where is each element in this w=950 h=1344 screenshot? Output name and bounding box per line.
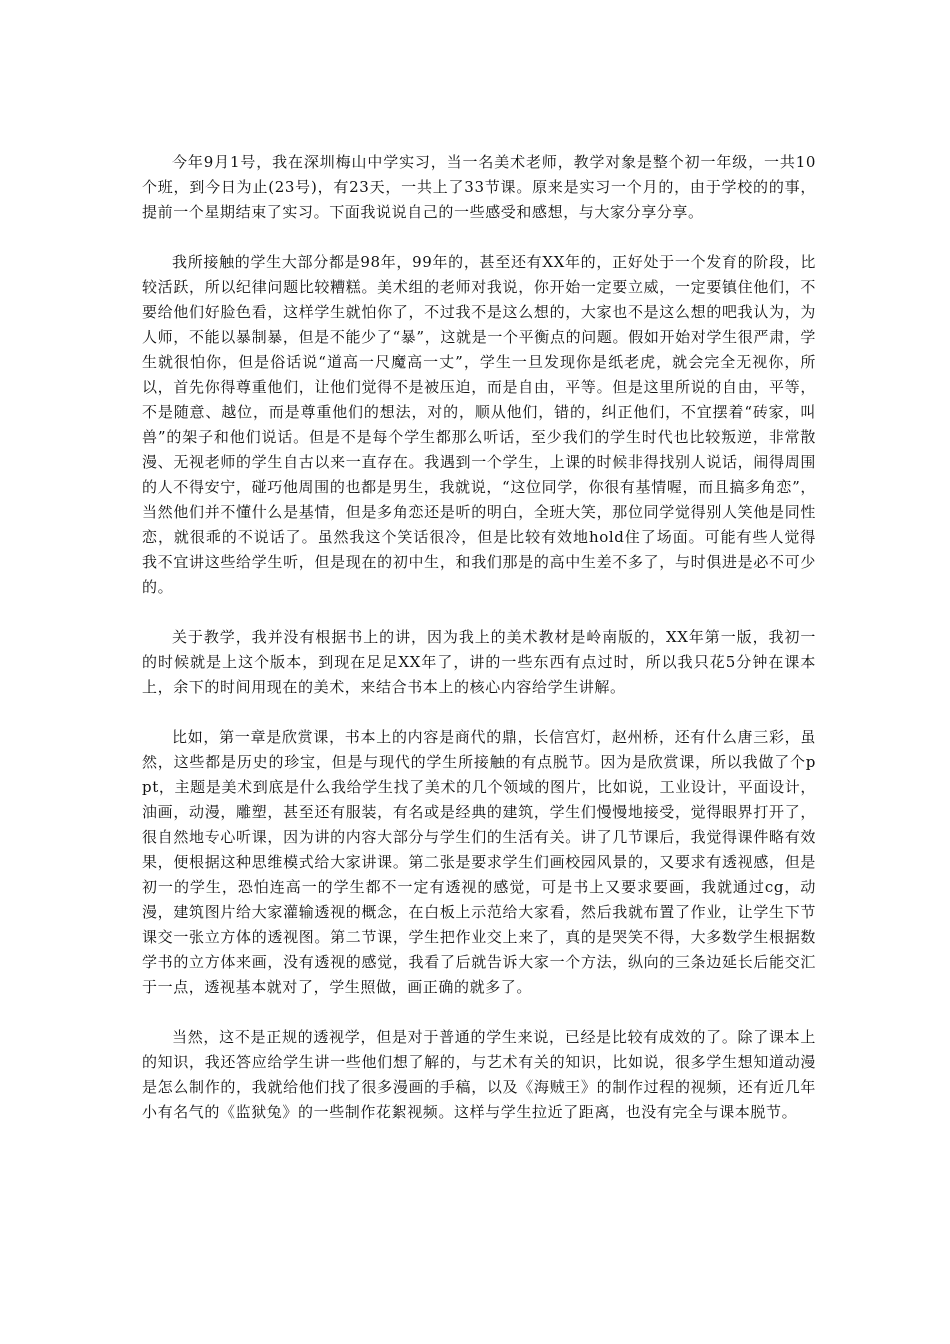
paragraph-student-discipline: 我所接触的学生大部分都是98年，99年的，甚至还有XX年的，正好处于一个发育的阶段，比较活跃，所以纪律问题比较糟糕。美术组的老师对我说，你开始一定要立威，一定要镇住他们，不要给他们好脸色看，这样学生就怕你了，不过我不是这么想的，大家也不是这么想的吧我认为，为人师，不能以暴制暴，但是不能少了“暴”，这就是一个平衡点的问题。假如开始对学生很严肃，学生就很怕你，但是俗话说“道高一尺魔高一丈”，学生一旦发现你是纸老虎，就会完全无视你，所以，首先你得尊重他们，让他们觉得不是被压迫，而是自由，平等。但是这里所说的自由，平等，不是随意、越位，而是尊重他们的想法，对的，顺从他们，错的，纠正他们，不宜摆着“砖家，叫兽”的架子和他们说话。但是不是每个学生都那么听话，至少我们的学生时代也比较叛逆，非常散漫、无视老师的学生自古以来一直存在。我遇到一个学生，上课的时候非得找别人说话，闹得周围的人不得安宁，碰巧他周围的也都是男生，我就说，“这位同学，你很有基情喔，而且搞多角恋”，当然他们并不懂什么是基情，但是多角恋还是听的明白，全班大笑，那位同学觉得别人笑他是同性恋，就很乖的不说话了。虽然我这个笑话很冷，但是比较有效地hold住了场面。可能有些人觉得我不宜讲这些给学生听，但是现在的初中生，和我们那是的高中生差不多了，与时俱进是必不可少的。 <box>142 253 816 596</box>
paragraph-teaching-approach: 关于教学，我并没有根据书上的讲，因为我上的美术教材是岭南版的，XX年第一版，我初一的时候就是上这个版本，到现在足足XX年了，讲的一些东西有点过时，所以我只花5分钟在课本上，余下的时间用现在的美术，来结合书本上的核心内容给学生讲解。 <box>142 628 816 696</box>
paragraph-extra-knowledge: 当然，这不是正规的透视学，但是对于普通的学生来说，已经是比较有成效的了。除了课本上的知识，我还答应给学生讲一些他们想了解的，与艺术有关的知识，比如说，很多学生想知道动漫是怎么制作的，我就给他们找了很多漫画的手稿，以及《海贼王》的制作过程的视频，还有近几年小有名气的《监狱兔》的一些制作花絮视频。这样与学生拉近了距离，也没有完全与课本脱节。 <box>142 1028 816 1121</box>
document-body <box>142 150 816 1150</box>
paragraph-internship-intro: 今年9月1号，我在深圳梅山中学实习，当一名美术老师，教学对象是整个初一年级，一共10个班，到今日为止(23号)，有23天，一共上了33节课。原来是实习一个月的，由于学校的的事，提前一个星期结束了实习。下面我说说自己的一些感受和感想，与大家分享分享。 <box>142 153 816 221</box>
paragraph-appreciation-class: 比如，第一章是欣赏课，书本上的内容是商代的鼎，长信宫灯，赵州桥，还有什么唐三彩，虽然，这些都是历史的珍宝，但是与现代的学生所接触的有点脱节。因为是欣赏课，所以我做了个ppt，主题是美术到底是什么我给学生找了美术的几个领域的图片，比如说，工业设计，平面设计，油画，动漫，雕塑，甚至还有服装，有名或是经典的建筑，学生们慢慢地接受，觉得眼界打开了，很自然地专心听课，因为讲的内容大部分与学生们的生活有关。讲了几节课后，我觉得课件略有效果，便根据这种思维模式给大家讲课。第二张是要求学生们画校园风景的，又要求有透视感，但是初一的学生，恐怕连高一的学生都不一定有透视的感觉，可是书上又要求要画，我就通过cg，动漫，建筑图片给大家灌输透视的概念，在白板上示范给大家看，然后我就布置了作业，让学生下节课交一张立方体的透视图。第二节课，学生把作业交上来了，真的是哭笑不得，大多数学生根据数学书的立方体来画，没有透视的感觉，我看了后就告诉大家一个方法，纵向的三条边延长后能交汇于一点，透视基本就对了，学生照做，画正确的就多了。 <box>142 728 816 996</box>
